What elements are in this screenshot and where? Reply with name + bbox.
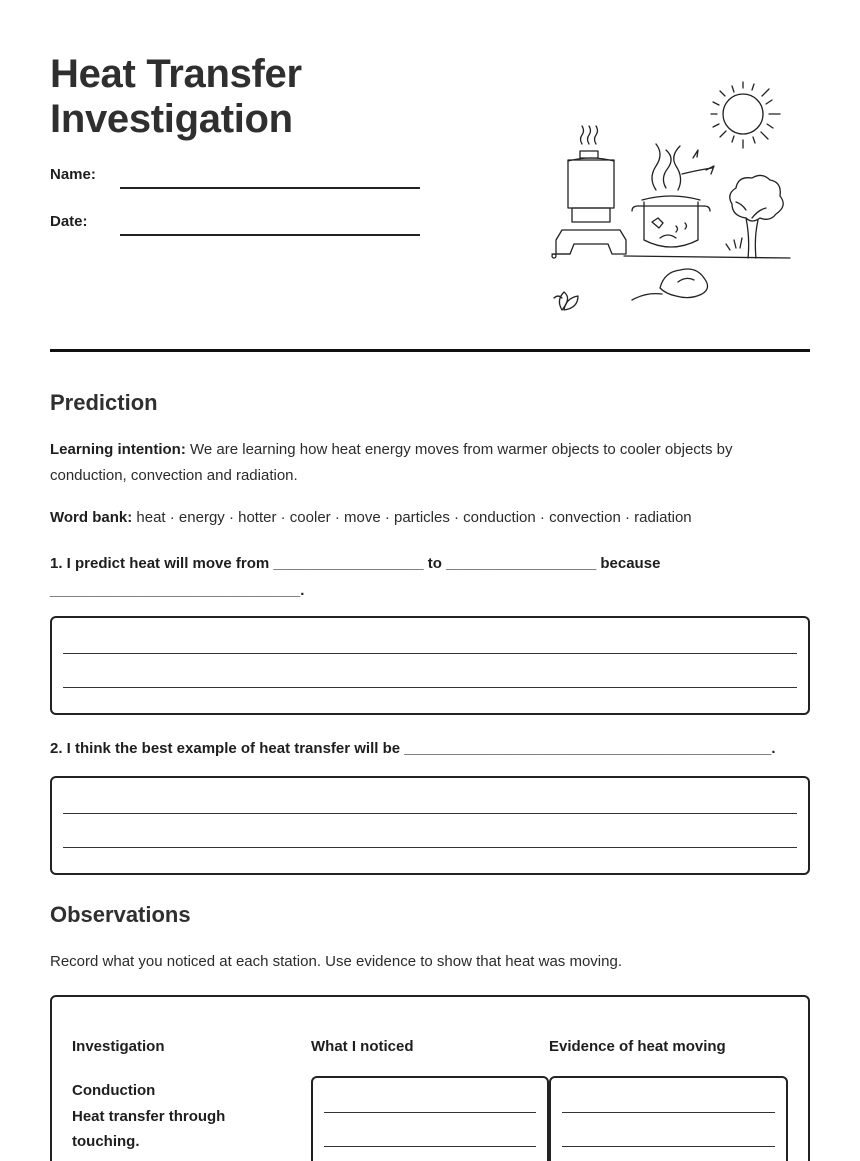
answer-line xyxy=(63,687,797,688)
name-label: Name: xyxy=(50,166,96,183)
column-header-what-i-noticed: What I noticed xyxy=(311,1038,414,1055)
word-bank-text: heat · energy · hotter · cooler · move · particles · conduction · convection · radiation xyxy=(132,509,692,526)
tree-icon xyxy=(726,175,783,258)
page-title-line-2: Investigation xyxy=(50,97,293,141)
table-row-label xyxy=(72,1078,262,1155)
answer-line xyxy=(324,1146,536,1147)
ground-line xyxy=(624,256,790,258)
sun-icon xyxy=(711,82,780,148)
name-field[interactable] xyxy=(120,187,420,189)
answer-box-2[interactable] xyxy=(50,776,810,875)
column-header-evidence: Evidence of heat moving xyxy=(549,1038,726,1055)
what-i-noticed-cell[interactable] xyxy=(311,1076,549,1161)
question-2: 2. I think the best example of heat transfer will be ____________________________________________. xyxy=(50,740,776,757)
evidence-cell[interactable] xyxy=(549,1076,788,1161)
answer-line xyxy=(63,847,797,848)
answer-line xyxy=(562,1146,775,1147)
learning-intention-text: We are learning how heat energy moves from warmer objects to cooler objects by conduction, convection and radiation. xyxy=(50,441,733,484)
prediction-heading: Prediction xyxy=(50,390,158,415)
camp-stove-icon xyxy=(552,126,626,258)
leaves-icon xyxy=(554,292,578,310)
column-header-investigation: Investigation xyxy=(72,1038,165,1055)
observations-heading: Observations xyxy=(50,902,191,927)
cooking-pot-icon xyxy=(632,144,714,247)
word-bank xyxy=(50,505,810,531)
observations-table xyxy=(50,995,810,1161)
learning-intention xyxy=(50,437,810,489)
learning-intention-label: Learning intention: xyxy=(50,441,186,458)
header-divider xyxy=(50,349,810,352)
heat-sources-illustration xyxy=(540,72,800,322)
word-bank-label: Word bank: xyxy=(50,509,133,526)
observations-instructions: Record what you noticed at each station. Use evidence to show that heat was moving. xyxy=(50,953,622,970)
answer-line xyxy=(324,1112,536,1113)
answer-box-1[interactable] xyxy=(50,616,810,715)
date-label: Date: xyxy=(50,213,88,230)
page-title xyxy=(50,52,302,142)
row-title: Conduction xyxy=(72,1082,156,1099)
page-title-line-1: Heat Transfer xyxy=(50,52,302,96)
answer-line xyxy=(562,1112,775,1113)
rock-icon xyxy=(632,269,708,300)
question-1: 1. I predict heat will move from __________________ to __________________ because ______________________________. xyxy=(50,555,661,599)
row-description: Heat transfer through touching. xyxy=(72,1107,226,1150)
answer-line xyxy=(63,653,797,654)
date-field[interactable] xyxy=(120,234,420,236)
answer-line xyxy=(63,813,797,814)
